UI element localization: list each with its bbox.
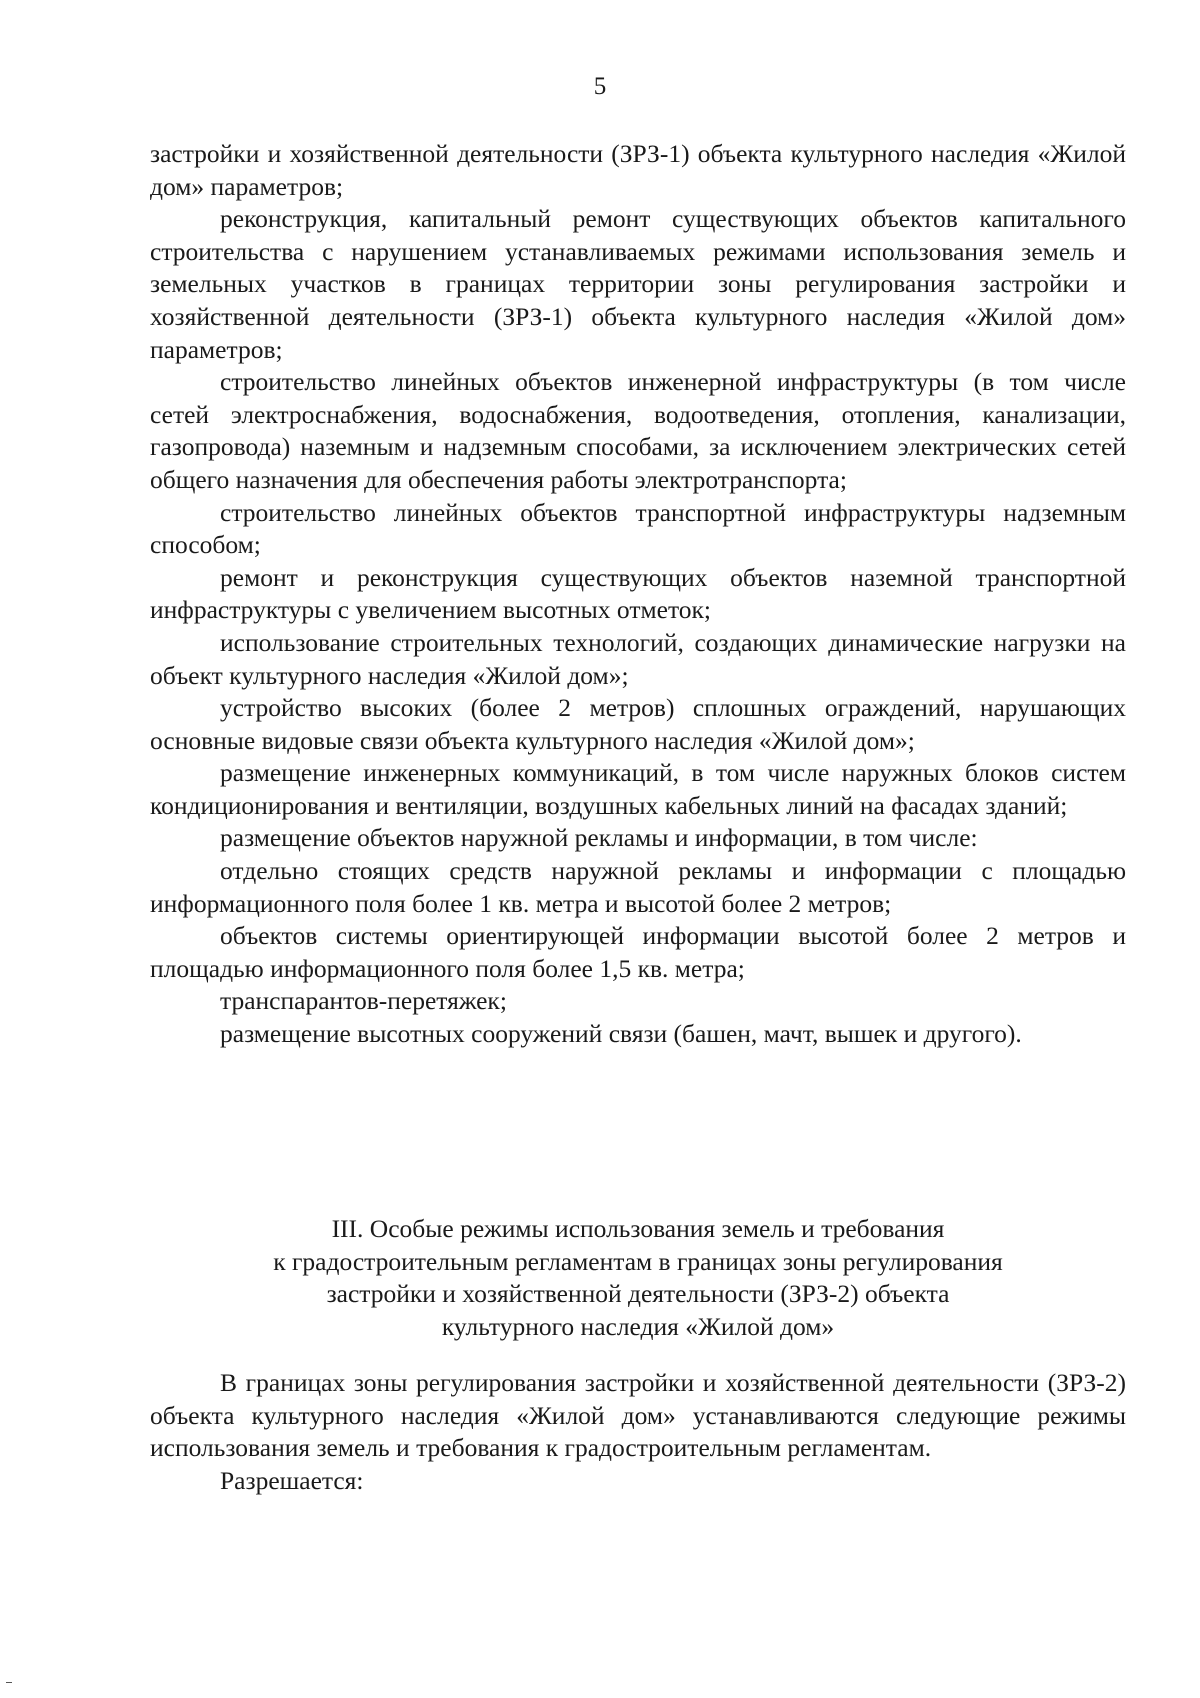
heading-line: к градостроительным регламентам в границах зоны регулирования <box>273 1246 1003 1276</box>
paragraph-communication-towers: размещение высотных сооружений связи (башен, мачт, вышек и другого). <box>220 1019 1022 1049</box>
paragraph-orientation-info: объектов системы ориентирующей информации высотой более 2 метров и площадью информационного поля более 1,5 кв. метра; <box>150 921 1126 983</box>
section-heading <box>150 1213 1126 1343</box>
paragraph-standalone-ads: отдельно стоящих средств наружной рекламы и информации с площадью информационного поля более 1 кв. метра и высотой более 2 метров; <box>150 856 1126 918</box>
paragraph-banners: транспарантов-перетяжек; <box>220 986 507 1016</box>
paragraph-engineering-infrastructure: строительство линейных объектов инженерной инфраструктуры (в том числе сетей электроснабжения, водоснабжения, водоотведения, отопления, канализации, газопровода) наземным и надземным способами, за исключением электрических сетей общего назначения для обеспечения работы электротранспорта; <box>150 367 1126 494</box>
paragraph-transport-repair: ремонт и реконструкция существующих объектов наземной транспортной инфраструктуры с увеличением высотных отметок; <box>150 562 1126 625</box>
paragraph-zrz2-regimes: В границах зоны регулирования застройки и хозяйственной деятельности (ЗРЗ-2) объекта культурного наследия «Жилой дом» устанавливаются следующие режимы использования земель и требования к градостроительным регламентам. <box>150 1368 1126 1463</box>
restrictions-list <box>150 138 1126 1051</box>
page-number: 5 <box>593 73 607 100</box>
heading-line: застройки и хозяйственной деятельности (ЗРЗ-2) объекта <box>326 1279 950 1309</box>
heading-line: культурного наследия «Жилой дом» <box>441 1311 835 1341</box>
scan-margin-mark <box>6 1682 12 1683</box>
paragraph-dynamic-loads: использование строительных технологий, создающих динамические нагрузки на объект культурного наследия «Жилой дом»; <box>150 627 1126 690</box>
heading-line: III. Особые режимы использования земель и требования <box>331 1214 945 1243</box>
paragraph-communications: размещение инженерных коммуникаций, в том числе наружных блоков систем кондиционирования и вентиляции, воздушных кабельных линий на фасадах зданий; <box>150 758 1126 820</box>
section-body <box>150 1367 1126 1497</box>
paragraph-reconstruction: реконструкция, капитальный ремонт существующих объектов капитального строительства с нарушением устанавливаемых режимами использования земель и земельных участков в границах территории зоны регулирования застройки и хозяйственной деятельности (ЗРЗ-1) объекта культурного наследия «Жилой дом» параметров; <box>150 204 1126 364</box>
paragraph-advertising: размещение объектов наружной рекламы и информации, в том числе: <box>220 823 978 853</box>
paragraph-fences: устройство высоких (более 2 метров) сплошных ограждений, нарушающих основные видовые связи объекта культурного наследия «Жилой дом»; <box>150 693 1126 755</box>
paragraph-continuation: застройки и хозяйственной деятельности (ЗРЗ-1) объекта культурного наследия «Жилой дом» параметров; <box>150 139 1126 201</box>
paragraph-transport-infrastructure: строительство линейных объектов транспортной инфраструктуры надземным способом; <box>150 497 1126 560</box>
paragraph-permitted: Разрешается: <box>220 1465 364 1495</box>
